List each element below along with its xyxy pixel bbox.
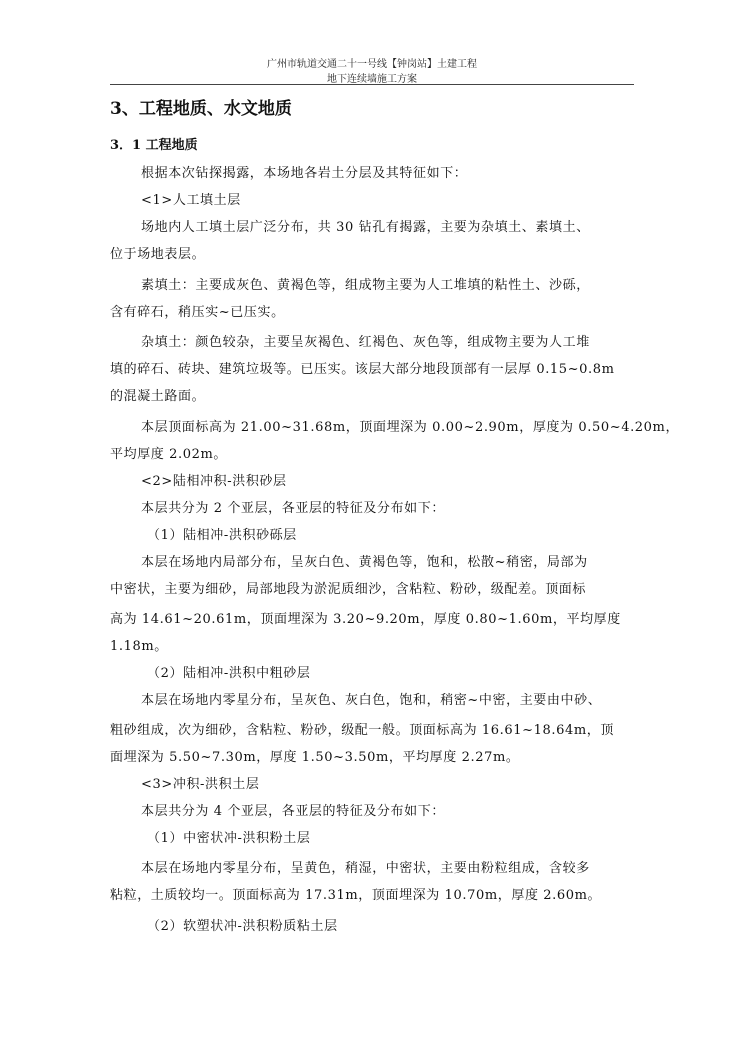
paragraph-line: 根据本次钻探揭露，本场地各岩土分层及其特征如下： <box>141 166 468 181</box>
subsection-heading: 3．1 工程地质 <box>110 138 198 153</box>
section-heading: 3、工程地质、水文地质 <box>110 99 292 119</box>
sublayer-heading: （1）陆相冲-洪积砂砾层 <box>147 528 297 543</box>
paragraph-line: 面埋深为 5.50~7.30m，厚度 1.50~3.50m，平均厚度 2.27m。 <box>110 750 520 765</box>
sublayer-heading: （2）陆相冲-洪积中粗砂层 <box>147 666 311 681</box>
paragraph-line: 粘粒，土质较均一。顶面标高为 17.31m，顶面埋深为 10.70m，厚度 2.60m。 <box>110 888 602 903</box>
paragraph-line: 含有碎石，稍压实~已压实。 <box>110 305 285 320</box>
paragraph-line: 平均厚度 2.02m。 <box>110 447 228 462</box>
layer-heading: <3>冲积-洪积土层 <box>141 777 260 792</box>
header-divider <box>110 84 634 85</box>
layer-heading: <1>人工填土层 <box>141 193 241 208</box>
paragraph-line: 中密状，主要为细砂，局部地段为淤泥质细沙，含粘粒、粉砂，级配差。顶面标 <box>110 582 587 597</box>
paragraph-line: 素填土：主要成灰色、黄褐色等，组成物主要为人工堆填的粘性土、沙砾， <box>141 278 590 293</box>
paragraph-line: 高为 14.61~20.61m，顶面埋深为 3.20~9.20m，厚度 0.80~1.60m，平均厚度 <box>110 612 621 627</box>
layer-heading: <2>陆相冲积-洪积砂层 <box>141 474 287 489</box>
paragraph-line: 本层在场地内零星分布，呈黄色，稍湿，中密状，主要由粉粒组成，含较多 <box>141 861 590 876</box>
paragraph-line: 杂填土：颜色较杂，主要呈灰褐色、红褐色、灰色等，组成物主要为人工堆 <box>141 335 590 350</box>
paragraph-line: 粗砂组成，次为细砂，含粘粒、粉砂，级配一般。顶面标高为 16.61~18.64m，顶 <box>110 723 614 738</box>
sublayer-heading: （1）中密状冲-洪积粉土层 <box>147 831 311 846</box>
paragraph-line: 本层在场地内局部分布，呈灰白色、黄褐色等，饱和，松散~稍密，局部为 <box>141 555 588 570</box>
header-project-title: 广州市轨道交通二十一号线【钟岗站】土建工程 <box>267 59 477 70</box>
paragraph-line: 本层共分为 2 个亚层，各亚层的特征及分布如下： <box>141 501 445 516</box>
paragraph-line: 填的碎石、砖块、建筑垃圾等。已压实。该层大部分地段顶部有一层厚 0.15~0.8m <box>110 362 615 377</box>
paragraph-line: 场地内人工填土层广泛分布，共 30 钻孔有揭露，主要为杂填土、素填土、 <box>141 220 590 235</box>
paragraph-line: 本层顶面标高为 21.00~31.68m，顶面埋深为 0.00~2.90m，厚度为 0.50~4.20m， <box>141 420 680 435</box>
header-document-title: 地下连续墙施工方案 <box>327 74 417 85</box>
paragraph-line: 位于场地表层。 <box>110 247 206 262</box>
sublayer-heading: （2）软塑状冲-洪积粉质粘土层 <box>147 919 338 934</box>
paragraph-line: 1.18m。 <box>110 639 168 654</box>
paragraph-line: 的混凝土路面。 <box>110 389 206 404</box>
paragraph-line: 本层在场地内零星分布，呈灰色、灰白色，饱和，稍密~中密，主要由中砂、 <box>141 693 602 708</box>
paragraph-line: 本层共分为 4 个亚层，各亚层的特征及分布如下： <box>141 804 445 819</box>
